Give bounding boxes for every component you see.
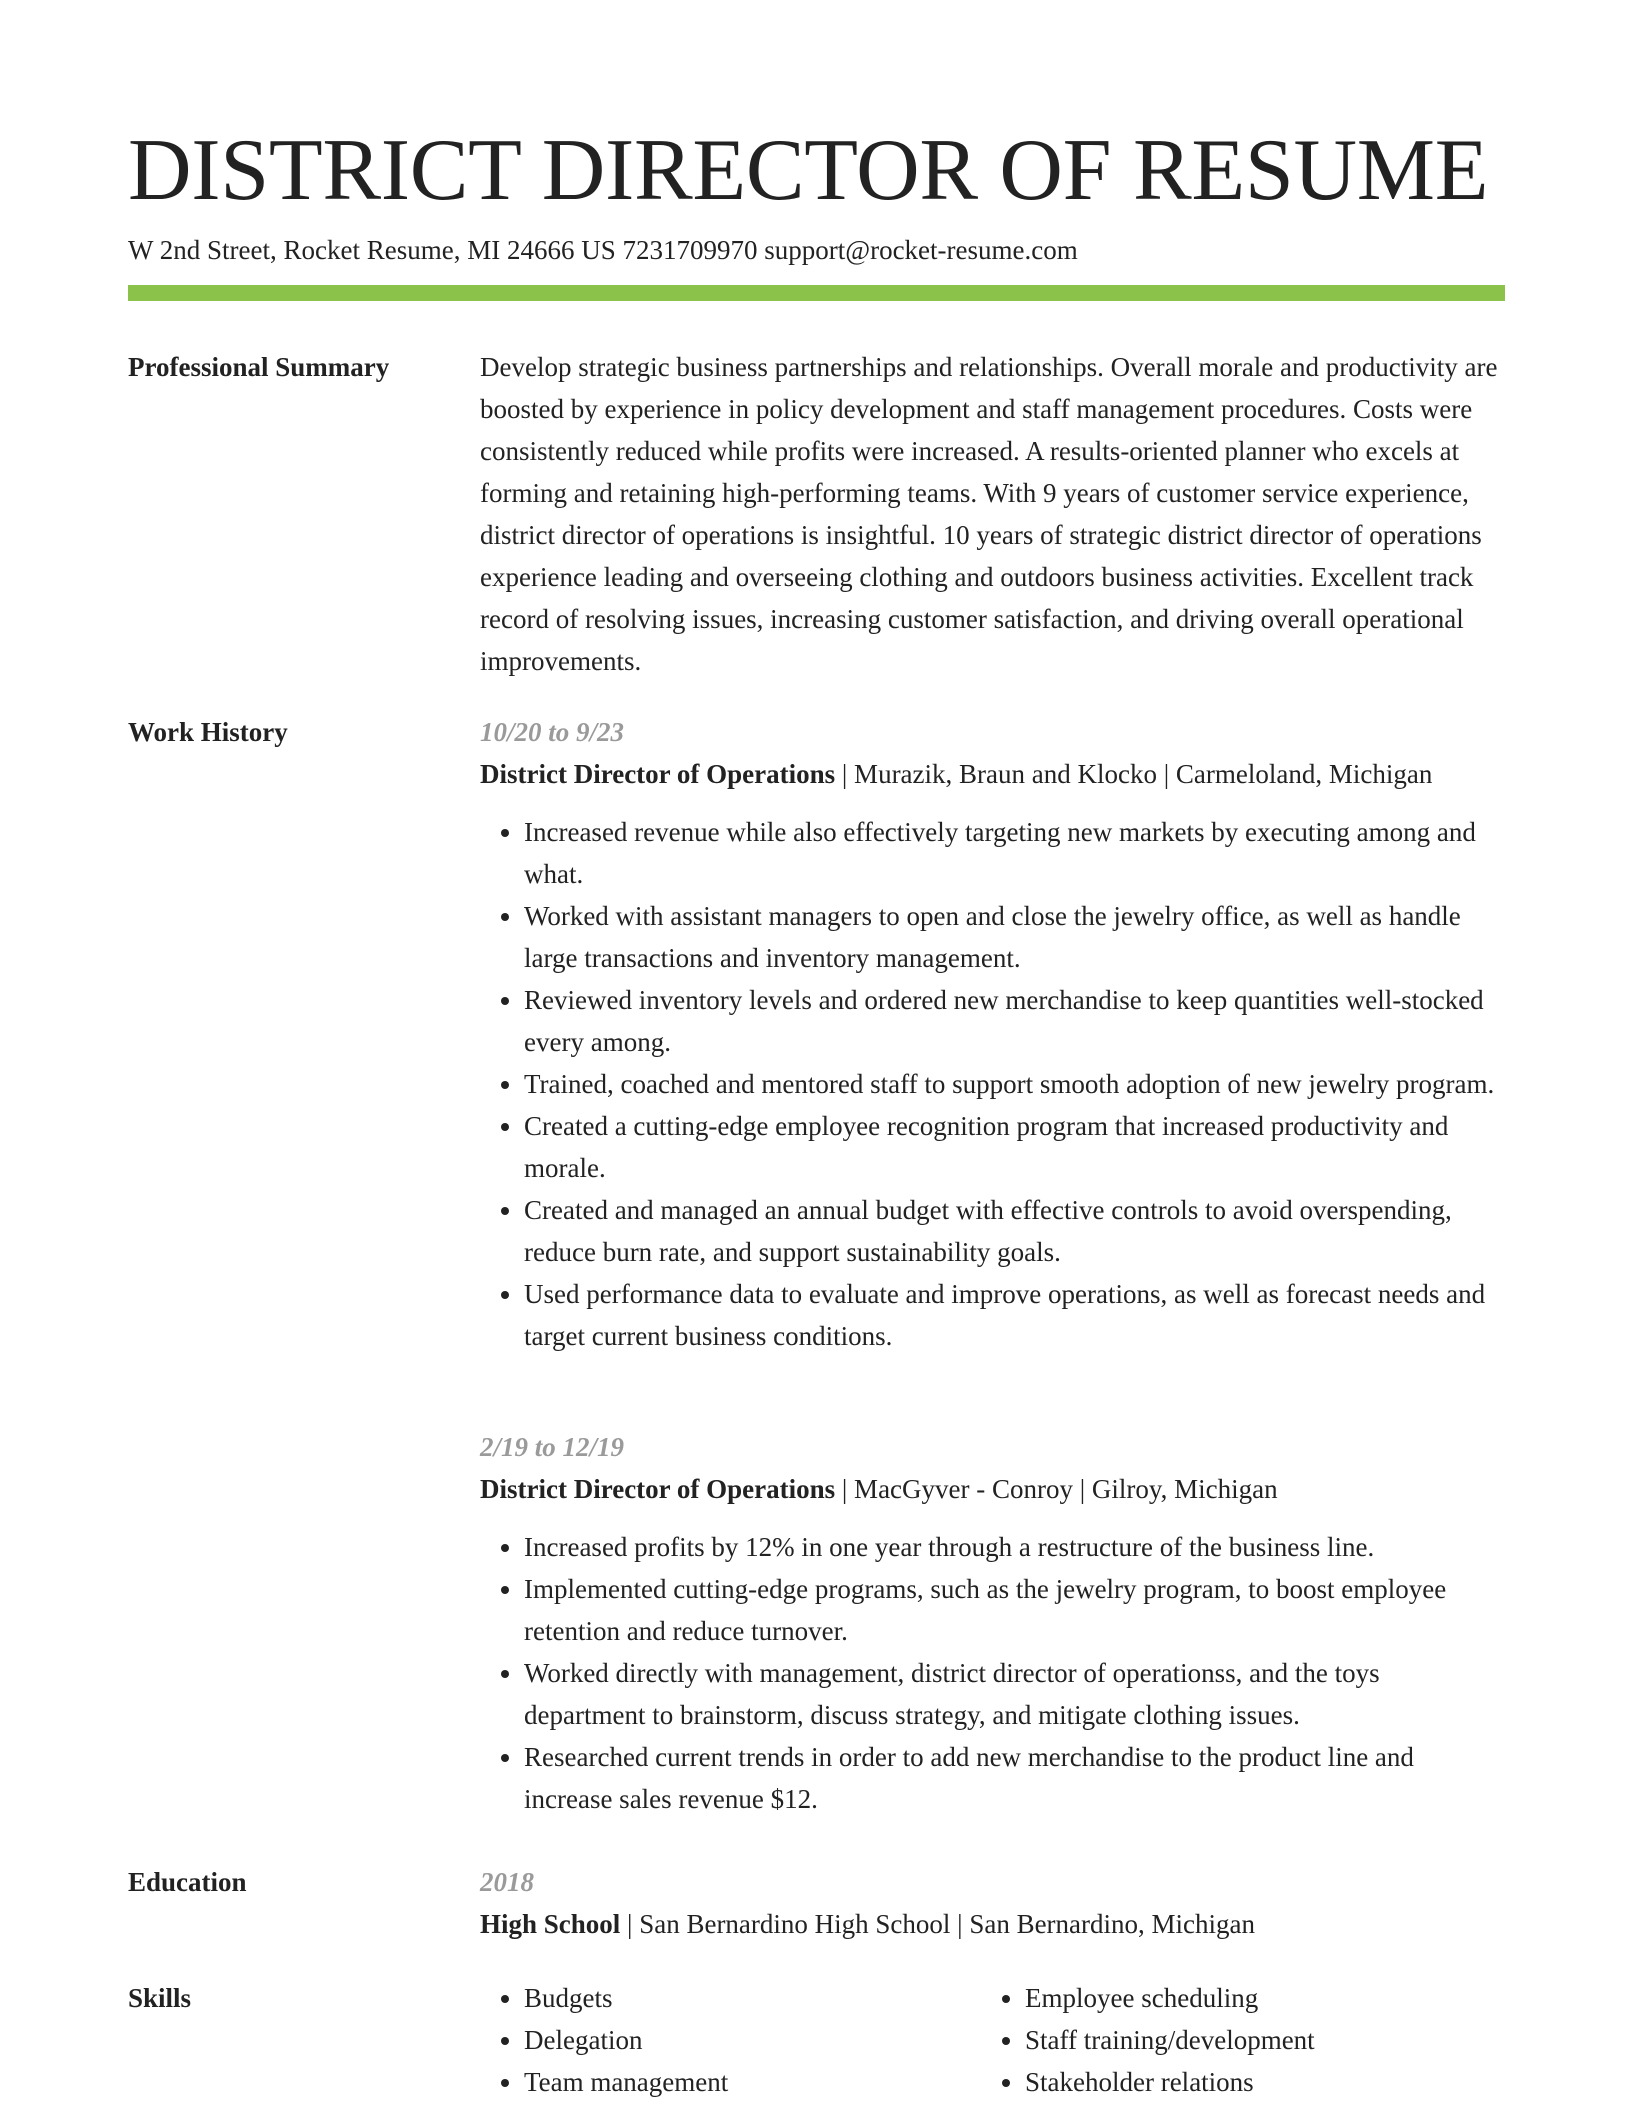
job-title: District Director of Operations: [480, 759, 836, 789]
job-bullet: • Researched current trends in order to add new merchandise to the product line and increase sales revenue $12.: [524, 1736, 1505, 1820]
job-bullet: • Trained, coached and mentored staff to support smooth adoption of new jewelry program.: [524, 1063, 1505, 1105]
contact-email: support@rocket-resume.com: [764, 235, 1078, 265]
education-heading: Education: [128, 1867, 247, 1897]
job-bullet: • Worked with assistant managers to open and close the jewelry office, as well as handle large transactions and inventory management.: [524, 895, 1505, 979]
job-bullet: • Created and managed an annual budget with effective controls to avoid overspending, reduce burn rate, and support sustainability goals.: [524, 1189, 1505, 1273]
education-year: 2018: [480, 1867, 534, 1897]
education-role: [480, 1903, 1505, 1945]
skill-item: • Stakeholder relations: [1025, 2061, 1315, 2103]
job-entry-2: [480, 1426, 1505, 1820]
job-bullet: • Increased revenue while also effectively targeting new markets by executing among and what.: [524, 811, 1505, 895]
contact-line: [128, 230, 1078, 270]
job-bullet: • Worked directly with management, district director of operationss, and the toys department to brainstorm, discuss strategy, and mitigate clothing issues.: [524, 1652, 1505, 1736]
education-details: | San Bernardino High School | San Bernardino, Michigan: [620, 1909, 1256, 1939]
work-heading: Work History: [128, 717, 288, 747]
job-bullets: [480, 811, 1505, 1357]
job-details: | MacGyver - Conroy | Gilroy, Michigan: [835, 1474, 1278, 1504]
skill-item: • Employee scheduling: [1025, 1977, 1315, 2019]
job-dates: 10/20 to 9/23: [480, 717, 625, 747]
accent-divider: [128, 285, 1505, 301]
job-role: [480, 753, 1505, 795]
job-title: District Director of Operations: [480, 1474, 836, 1504]
job-bullet: • Created a cutting-edge employee recognition program that increased productivity and morale.: [524, 1105, 1505, 1189]
job-entry-1: [480, 711, 1505, 1357]
job-dates: 2/19 to 12/19: [480, 1432, 625, 1462]
job-bullet: • Implemented cutting-edge programs, such as the jewelry program, to boost employee retention and reduce turnover.: [524, 1568, 1505, 1652]
job-bullets: [480, 1526, 1505, 1820]
job-details: | Murazik, Braun and Klocko | Carmeloland, Michigan: [835, 759, 1433, 789]
skill-item: • Delegation: [524, 2019, 728, 2061]
job-bullet: • Used performance data to evaluate and improve operations, as well as forecast needs and target current business conditions.: [524, 1273, 1505, 1357]
skills-column-left: [480, 1977, 728, 2103]
summary-heading: Professional Summary: [128, 352, 390, 382]
contact-country: US: [581, 235, 616, 265]
job-role: [480, 1468, 1505, 1510]
skill-item: • Staff training/development: [1025, 2019, 1315, 2061]
skills-heading: Skills: [128, 1983, 192, 2013]
job-bullet: • Increased profits by 12% in one year through a restructure of the business line.: [524, 1526, 1505, 1568]
skill-item: • Team management: [524, 2061, 728, 2103]
skills-column-right: [981, 1977, 1315, 2103]
job-bullet: • Reviewed inventory levels and ordered new merchandise to keep quantities well-stocked every among.: [524, 979, 1505, 1063]
summary-text: Develop strategic business partnerships and relationships. Overall morale and productivity are boosted by experience in policy development and staff management procedures. Costs were consistently reduced while profits were increased. A results-oriented planner who excels at forming and retaining high-performing teams. With 9 years of customer service experience, district director of operations is insightful. 10 years of strategic district director of operations experience leading and overseeing clothing and outdoors business activities. Excellent track record of resolving issues, increasing customer satisfaction, and driving overall operational improvements.: [480, 352, 1498, 676]
education-entry: [480, 1861, 1505, 1945]
skill-item: • Budgets: [524, 1977, 728, 2019]
contact-city: Rocket Resume,: [283, 235, 461, 265]
contact-state-zip: MI 24666: [467, 235, 575, 265]
resume-name: DISTRICT DIRECTOR OF RESUME: [128, 122, 1489, 219]
education-degree: High School: [480, 1909, 621, 1939]
contact-phone: 7231709970: [622, 235, 758, 265]
contact-street: W 2nd Street,: [128, 235, 277, 265]
